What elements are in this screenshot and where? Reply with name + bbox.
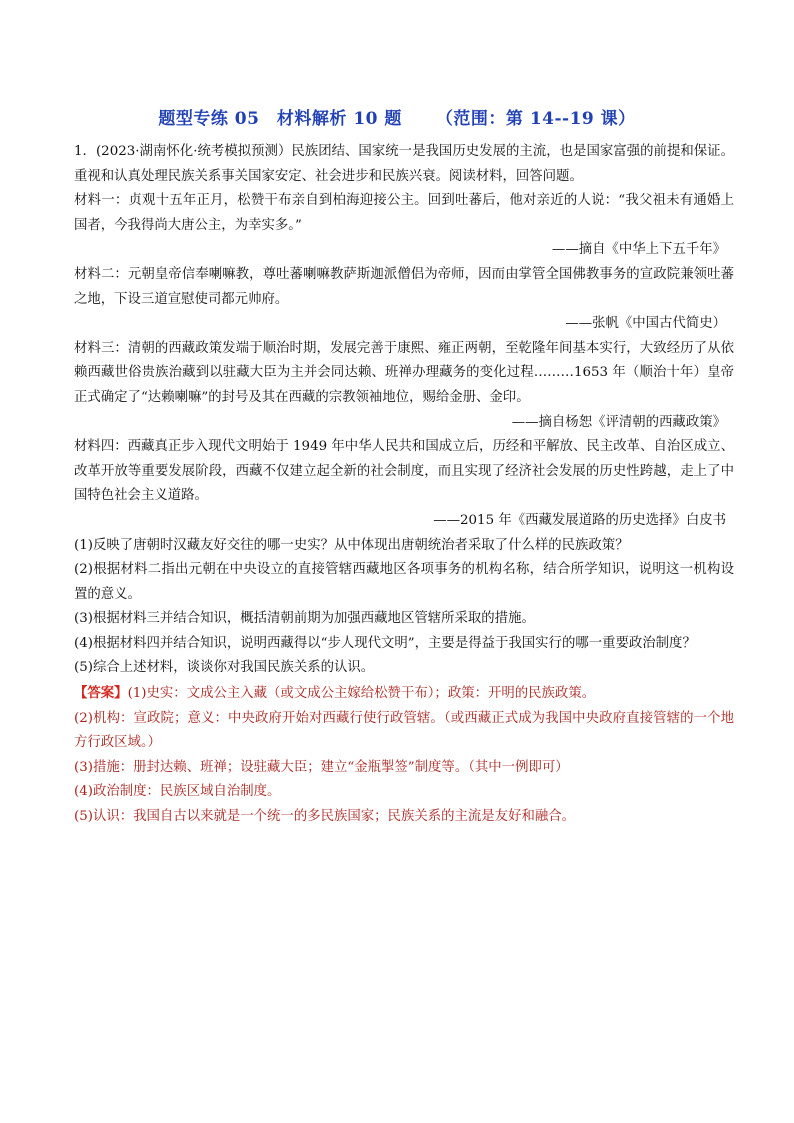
material-3-source: ——摘自杨恕《评清朝的西藏政策》 [511, 414, 726, 430]
material-4-text: 材料四：西藏真正步入现代文明始于 1949 年中华人民共和国成立后，历经和平解放、民主改革、自治区成立、改革开放等重要发展阶段，西藏不仅建立起全新的社会制度，而且实现了经济社会发展的历史性跨越，走上了中国特色社会主义道路。 [74, 439, 734, 504]
question-body [74, 140, 734, 830]
material-1-source: ——摘自《中华上下五千年》 [551, 242, 726, 258]
material-3-text: 材料三：清朝的西藏政策发端于顺治时期，发展完善于康熙、雍正两朝，至乾隆年间基本实行，大致经历了从依赖西藏世俗贵族治藏到以驻藏大臣为主并会同达赖、班禅办理藏务的变化过程………1653 年（顺治十年）皇帝正式确定了“达赖喇嘛”的封号及其在西藏的宗教领袖地位，赐给金册、金印。 [74, 340, 734, 405]
answer-1-text: (1)史实：文成公主入藏（或文成公主嫁给松赞干布）；政策：开明的民族政策。 [127, 686, 596, 702]
material-4-source: ——2015 年《西藏发展道路的历史选择》白皮书 [433, 512, 726, 528]
title-range: （范围：第 14--19 课） [435, 109, 636, 129]
subquestion-2: (2)根据材料二指出元朝在中央设立的直接管辖西藏地区各项事务的机构名称，结合所学知识，说明这一机构设置的意义。 [74, 562, 734, 602]
material-1-text: 材料一：贞观十五年正月，松赞干布亲自到柏海迎接公主。回到吐蕃后，他对亲近的人说：“我父祖未有通婚上国者，今我得尚大唐公主，为幸实多。” [74, 193, 734, 233]
material-2-source: ——张帆《中国古代简史） [565, 316, 726, 332]
answer-5: (5)认识：我国自古以来就是一个统一的多民族国家；民族关系的主流是友好和融合。 [74, 809, 576, 825]
material-2-text: 材料二：元朝皇帝信奉喇嘛教，尊吐蕃喇嘛教萨斯迦派僧侣为帝师，因而由掌管全国佛教事务的宣政院兼领吐蕃之地，下设三道宣慰使司都元帅府。 [74, 266, 734, 307]
subquestion-5: (5)综合上述材料，谈谈你对我国民族关系的认识。 [74, 660, 375, 676]
page-title [0, 104, 794, 129]
title-main: 题型专练 05 材料解析 10 题 [158, 109, 402, 129]
answer-1 [74, 681, 734, 707]
question-intro: 1．(2023·湖南怀化·统考模拟预测）民族团结、国家统一是我国历史发展的主流，也是国家富强的前提和保证。重视和认真处理民族关系事关国家安定、社会进步和民族兴衰。阅读材料，回答问题。 [74, 144, 734, 184]
answer-3: (3)措施：册封达赖、班禅；设驻藏大臣；建立“金瓶掣签”制度等。（其中一例即可） [74, 759, 569, 775]
answer-2: (2)机构：宣政院；意义：中央政府开始对西藏行使行政管辖。（或西藏正式成为我国中央政府直接管辖的一个地方行政区域。） [74, 710, 734, 751]
answer-4: (4)政治制度：民族区域自治制度。 [74, 784, 281, 800]
subquestion-4: (4)根据材料四并结合知识，说明西藏得以“步人现代文明”，主要是得益于我国实行的哪一重要政治制度？ [74, 635, 696, 651]
answer-tag: 【答案】 [74, 685, 128, 702]
subquestion-3: (3)根据材料三并结合知识，概括清朝前期为加强西藏地区管辖所采取的措施。 [74, 611, 535, 627]
subquestion-1: (1)反映了唐朝时汉藏友好交往的哪一史实？从中体现出唐朝统治者采取了什么样的民族政策？ [74, 537, 629, 553]
